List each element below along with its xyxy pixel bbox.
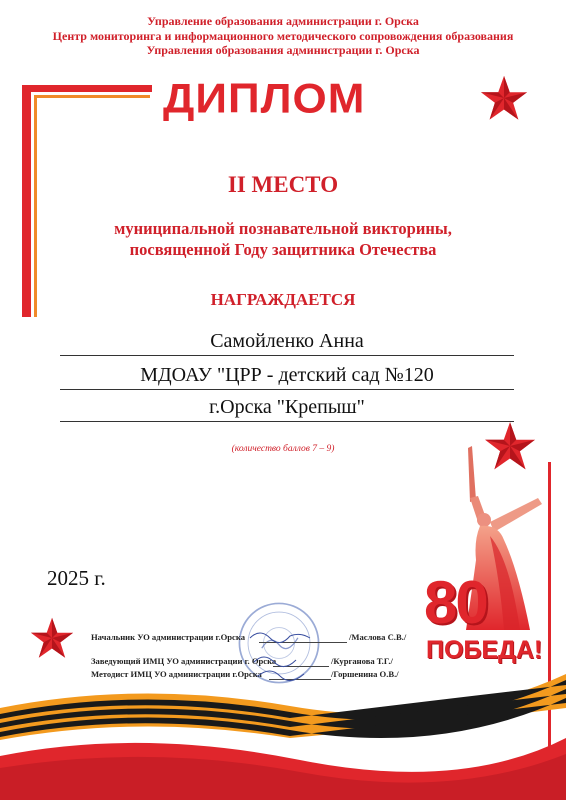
recipient-organization-field: МДОАУ "ЦРР - детский сад №120 — [60, 364, 514, 390]
awarded-label: НАГРАЖДАЕТСЯ — [210, 290, 356, 309]
organization-header — [0, 14, 566, 58]
description-line-1: муниципальной познавательной викторины, — [114, 219, 452, 238]
header-line-2: Центр мониторинга и информационного методического сопровождения образования — [52, 28, 514, 43]
recipient-city-field: г.Орска "Крепыш" — [60, 396, 514, 422]
contest-description — [0, 218, 566, 260]
place-label: II МЕСТО — [227, 172, 339, 197]
description-line-2: посвященной Году защитника Отечества — [129, 240, 437, 259]
diploma-title: ДИПЛОМ — [163, 75, 366, 122]
signature-position: Заведующий ИМЦ УО администрации г. Орска — [91, 656, 277, 666]
header-line-1: Управление образования администрации г. Орска — [147, 14, 419, 28]
signature-name: /Горшенина О.В./ — [331, 669, 399, 679]
signature-name: /Курганова Т.Г./ — [331, 656, 393, 666]
signature-name: /Маслова С.В./ — [349, 632, 407, 642]
badge-number: 80 — [424, 569, 487, 636]
signature-position: Начальник УО администрации г.Орска — [91, 632, 245, 642]
badge-word: ПОБЕДА! — [426, 636, 543, 664]
score-note: (количество баллов 7 – 9) — [231, 444, 335, 454]
year-label: 2025 г. — [47, 566, 106, 590]
st-george-ribbon-decoration — [0, 668, 566, 800]
star-icon — [480, 74, 528, 122]
star-icon — [30, 616, 74, 660]
signature-position: Методист ИМЦ УО администрации г.Орска — [91, 669, 262, 679]
header-line-3: Управления образования администрации г. Орска — [146, 43, 420, 57]
recipient-name-field: Самойленко Анна — [60, 330, 514, 356]
